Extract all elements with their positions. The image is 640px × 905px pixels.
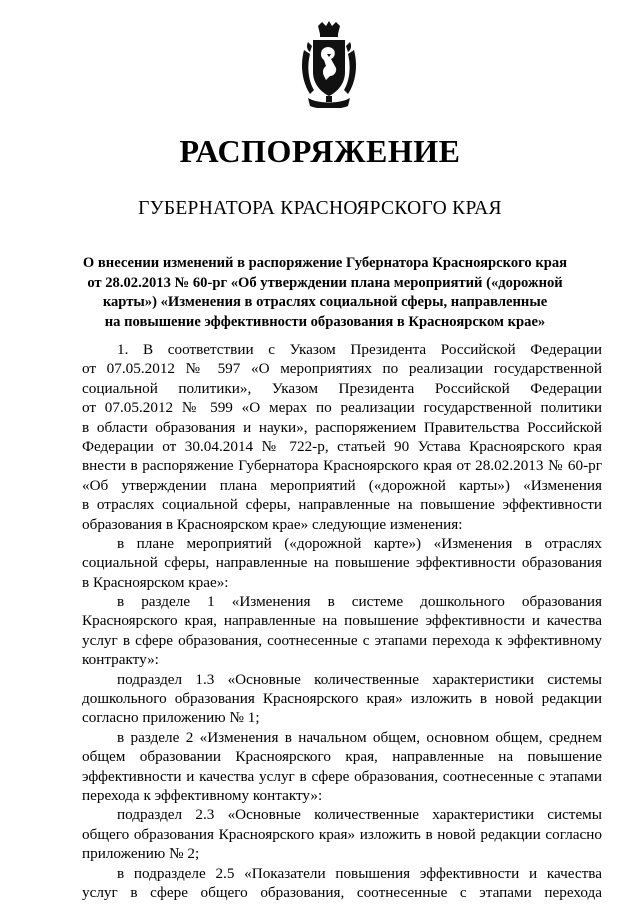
body-line: в Красноярском крае»:	[82, 573, 229, 591]
body-line: социальной политики», Указом Президента Российской Федерации	[82, 379, 602, 397]
body-line: Красноярского края, направленные на повышение эффективности и качества	[82, 612, 602, 630]
subject-line: от 28.02.2013 № 60-рг «Об утверждении плана мероприятий («дорожной	[87, 274, 563, 291]
body-line: эффективности и качества услуг в сфере образования, соотнесенные с этапами	[82, 767, 602, 785]
body-line: в подразделе 2.5 «Показатели повышения эффективности и качества	[117, 864, 602, 882]
body-line: услуг в сфере общего образования, соотнесенные с этапами перехода	[82, 883, 602, 901]
body-line: перехода к эффективному контакту»:	[82, 786, 323, 804]
body-line: общего образования Красноярского края» изложить в новой редакции согласно	[82, 825, 602, 843]
body-line: образования в Красноярском крае» следующие изменения:	[82, 515, 463, 533]
body-line: контракту»:	[82, 651, 159, 669]
coat-of-arms-icon	[298, 20, 360, 108]
document-body	[82, 340, 602, 902]
body-line: от 07.05.2012 № 599 «О мерах по реализации государственной политики	[82, 399, 602, 417]
subject-line: на повышение эффективности образования в Красноярском крае»	[104, 313, 546, 330]
body-line: в отраслях социальной сферы, направленные на повышение эффективности	[82, 496, 602, 514]
document-type-title: РАСПОРЯЖЕНИЕ	[179, 133, 461, 169]
body-line: услуг в сфере образования, соотнесенные с этапами перехода к эффективному	[82, 631, 602, 649]
body-line: внести в распоряжение Губернатора Красноярского края от 28.02.2013 № 60-рг	[82, 457, 602, 475]
body-line: 1. В соответствии с Указом Президента Российской Федерации	[117, 341, 602, 358]
body-line: в плане мероприятий («дорожной карте») «Изменения в отраслях	[117, 534, 602, 552]
body-line: подраздел 2.3 «Основные количественные характеристики системы	[117, 806, 602, 824]
body-line: в разделе 2 «Изменения в начальном общем, основном общем, среднем	[117, 728, 602, 746]
body-line: согласно приложению № 1;	[82, 709, 260, 727]
subject-line: О внесении изменений в распоряжение Губернатора Красноярского края	[82, 255, 568, 271]
body-line: приложению № 2;	[82, 845, 200, 863]
body-line: общем образовании Красноярского края, направленные на повышение	[82, 748, 602, 766]
body-line: дошкольного образования Красноярского края» изложить в новой редакции	[82, 690, 602, 708]
body-line: в области образования и науки», распоряжением Правительства Российской	[82, 418, 602, 436]
body-line: в разделе 1 «Изменения в системе дошкольного образования	[117, 593, 602, 611]
document-subject	[70, 254, 580, 332]
body-line: социальной сферы, направленные на повышение эффективности образования	[82, 554, 602, 572]
issuer-heading: ГУБЕРНАТОРА КРАСНОЯРСКОГО КРАЯ	[138, 198, 502, 219]
body-line: Федерации от 30.04.2014 № 722-р, статьей 90 Устава Красноярского края	[82, 437, 602, 455]
subject-line: карты») «Изменения в отраслях социальной сферы, направленные	[102, 294, 548, 311]
body-line: от 07.05.2012 № 597 «О мероприятиях по реализации государственной	[82, 360, 602, 378]
body-line: подраздел 1.3 «Основные количественные характеристики системы	[117, 670, 602, 688]
body-line: «Об утверждении плана мероприятий («дорожной карты») «Изменения	[82, 476, 602, 494]
